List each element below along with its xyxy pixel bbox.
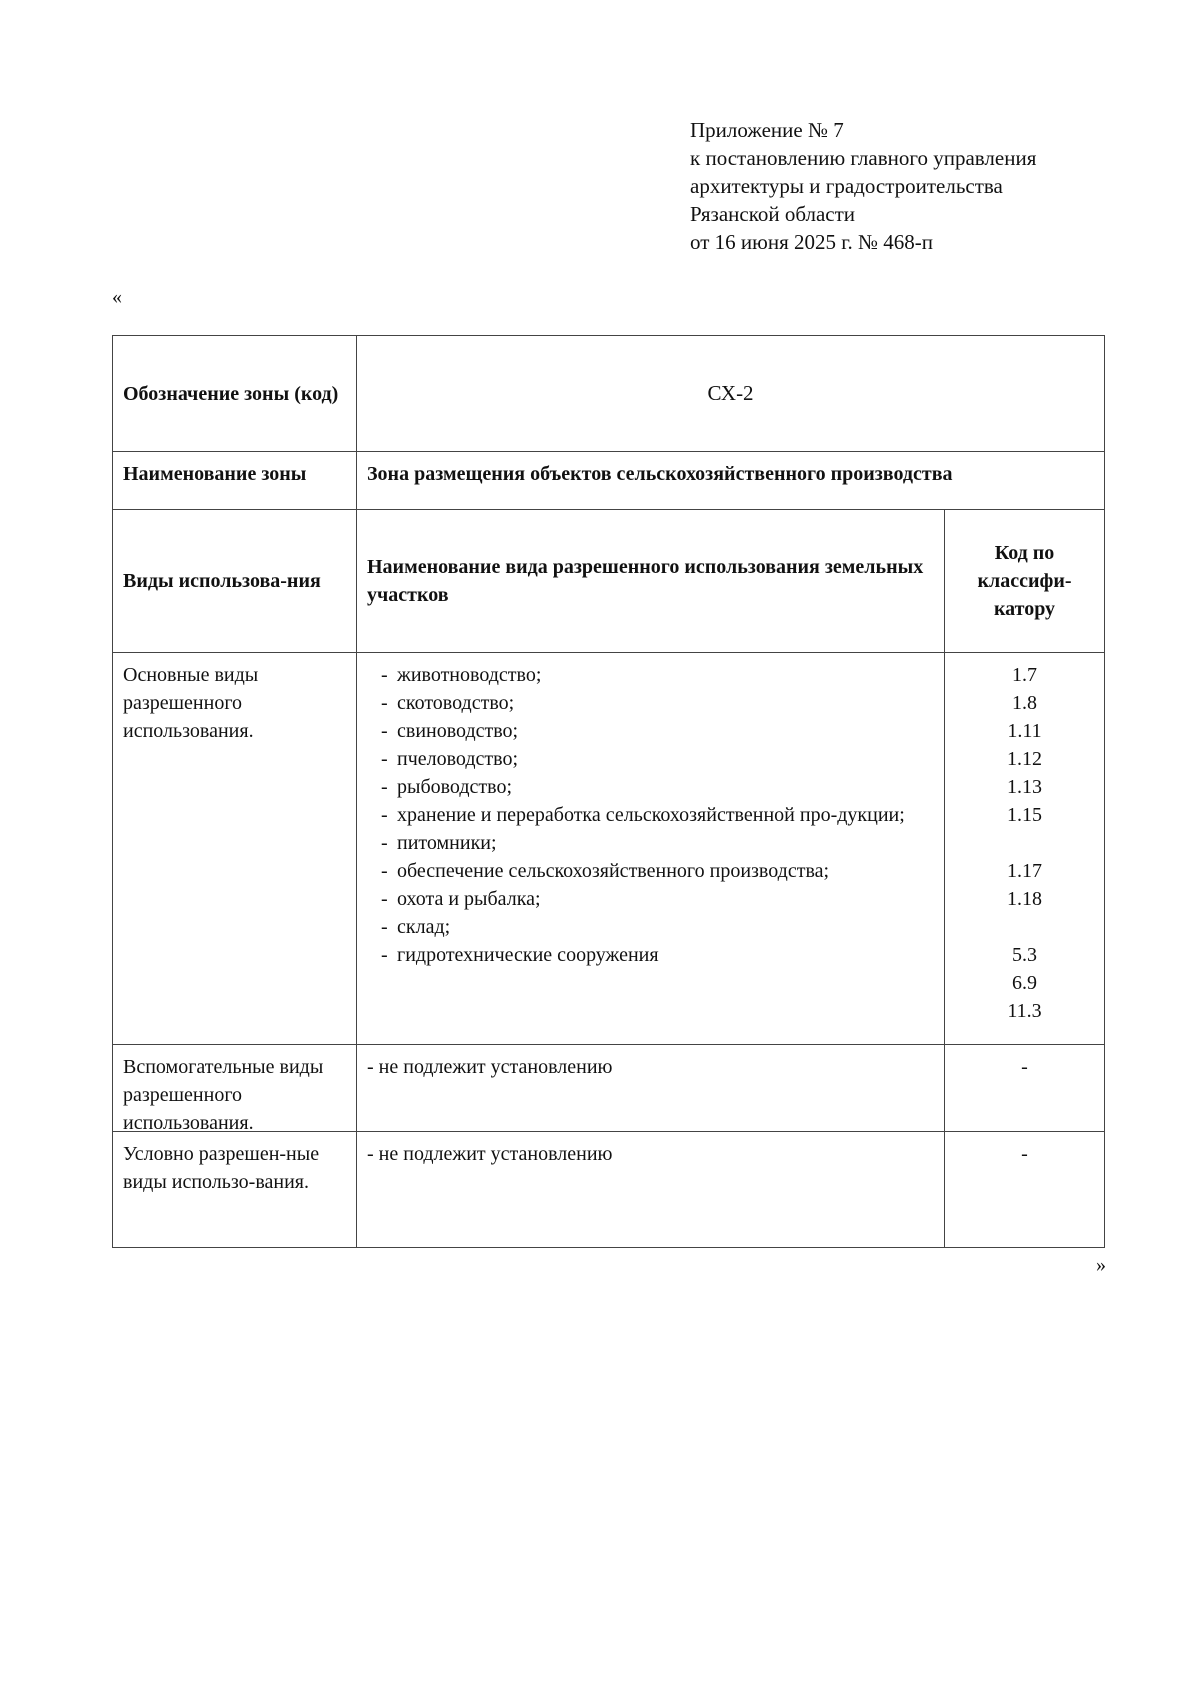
list-item: - свиноводство; <box>381 717 934 745</box>
table-row-zone-name <box>113 452 1104 510</box>
appendix-line: Рязанской области <box>690 202 856 226</box>
list-item: - животноводство; <box>381 661 934 689</box>
classifier-code: 1.8 <box>1012 692 1037 714</box>
zone-name-label: Наименование зоны <box>113 452 357 509</box>
zone-code-label: Обозначение зоны (код) <box>113 336 357 451</box>
appendix-line: к постановлению главного управления <box>690 146 1037 170</box>
list-item: - склад; <box>381 913 934 941</box>
aux-uses-code: - <box>1021 1056 1028 1078</box>
uses-code-header: Код по классифи-катору <box>977 542 1072 620</box>
cond-uses-code: - <box>1021 1143 1028 1165</box>
list-item: - питомники; <box>381 829 934 857</box>
closing-quote: » <box>1096 1254 1106 1276</box>
table-row-aux-uses <box>113 1045 1104 1132</box>
list-item: - рыбоводство; <box>381 773 934 801</box>
opening-quote: « <box>112 286 122 308</box>
classifier-code: 1.12 <box>1007 748 1042 770</box>
aux-uses-label: Вспомогательные виды разрешенного использования. <box>113 1045 357 1131</box>
classifier-code: 1.18 <box>1007 888 1042 910</box>
classifier-code: 1.17 <box>1007 860 1042 882</box>
zone-table <box>112 335 1105 1248</box>
list-item: - охота и рыбалка; <box>381 885 934 913</box>
main-uses-list <box>367 661 934 969</box>
cond-uses-value: - не подлежит установлению <box>357 1132 945 1247</box>
list-item: - скотоводство; <box>381 689 934 717</box>
classifier-code: 1.13 <box>1007 776 1042 798</box>
table-row-zone-code <box>113 336 1104 452</box>
zone-name-value: Зона размещения объектов сельскохозяйственного производства <box>367 463 953 485</box>
classifier-code: 5.3 <box>1012 944 1037 966</box>
list-item: - обеспечение сельскохозяйственного производства; <box>381 857 934 885</box>
appendix-line: архитектуры и градостроительства <box>690 174 1003 198</box>
uses-name-header: Наименование вида разрешенного использования земельных участков <box>357 510 945 652</box>
classifier-code: 1.15 <box>1007 804 1042 826</box>
cond-uses-label: Условно разрешен-ные виды использо-вания. <box>113 1132 357 1247</box>
classifier-code: 1.11 <box>1007 720 1042 742</box>
list-item: - гидротехнические сооружения <box>381 941 934 969</box>
table-row-conditional-uses <box>113 1132 1104 1247</box>
table-row-main-uses <box>113 653 1104 1045</box>
uses-label: Виды использова-ния <box>113 510 357 652</box>
main-codes-list <box>951 661 1098 1025</box>
appendix-header <box>690 116 1036 256</box>
list-item: - пчеловодство; <box>381 745 934 773</box>
appendix-title: Приложение № 7 <box>690 118 844 142</box>
table-row-header <box>113 510 1104 653</box>
appendix-date: от 16 июня 2025 г. № 468-п <box>690 230 933 254</box>
aux-uses-value: - не подлежит установлению <box>357 1045 945 1131</box>
classifier-code: 6.9 <box>1012 972 1037 994</box>
classifier-code: 11.3 <box>1007 1000 1042 1022</box>
classifier-code: 1.7 <box>1012 664 1037 686</box>
list-item: - хранение и переработка сельскохозяйственной про-дукции; <box>381 801 934 829</box>
zone-code-value: СХ-2 <box>707 381 754 405</box>
main-uses-label: Основные виды разрешенного использования. <box>113 653 357 1044</box>
